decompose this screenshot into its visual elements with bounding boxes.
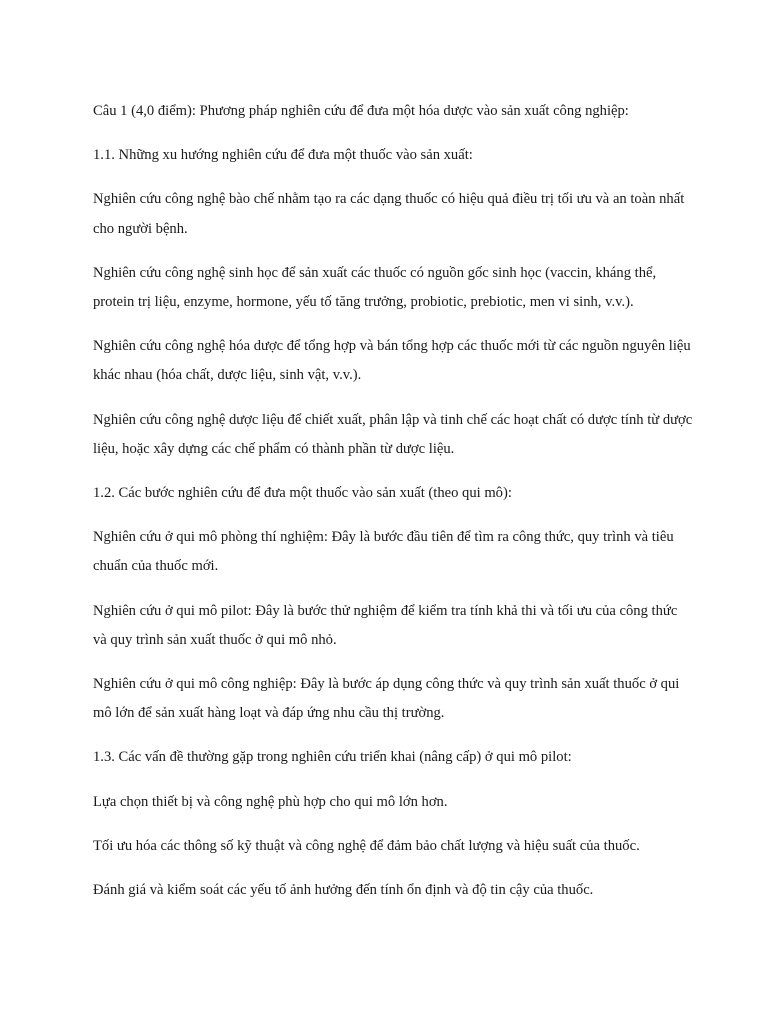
paragraph: Đánh giá và kiểm soát các yếu tố ảnh hưởng đến tính ổn định và độ tin cậy của thuốc. — [93, 882, 594, 899]
document-body — [93, 97, 693, 920]
paragraph: Nghiên cứu công nghệ sinh học để sản xuất các thuốc có nguồn gốc sinh học (vaccin, kháng thể, protein trị liệu, enzyme, hormone, yếu tố tăng trưởng, probiotic, prebiotic, men vi sinh, v.v.). — [93, 264, 657, 311]
section-heading-1-2: 1.2. Các bước nghiên cứu để đưa một thuốc vào sản xuất (theo qui mô): — [93, 485, 512, 502]
question-heading: Câu 1 (4,0 điểm): Phương pháp nghiên cứu để đưa một hóa dược vào sản xuất công nghiệp: — [93, 103, 629, 119]
section-heading-1-3: 1.3. Các vấn đề thường gặp trong nghiên cứu triển khai (nâng cấp) ở qui mô pilot: — [93, 749, 572, 766]
paragraph: Nghiên cứu ở qui mô pilot: Đây là bước thử nghiệm để kiểm tra tính khả thi và tối ưu của công thức và quy trình sản xuất thuốc ở qui mô nhỏ. — [93, 602, 678, 648]
paragraph: Nghiên cứu công nghệ bào chế nhằm tạo ra các dạng thuốc có hiệu quả điều trị tối ưu và an toàn nhất cho người bệnh. — [93, 191, 685, 237]
paragraph: Nghiên cứu công nghệ dược liệu để chiết xuất, phân lập và tinh chế các hoạt chất có dược tính từ dược liệu, hoặc xây dựng các chế phẩm có thành phần từ dược liệu. — [93, 411, 693, 457]
paragraph: Nghiên cứu ở qui mô công nghiệp: Đây là bước áp dụng công thức và quy trình sản xuất thuốc ở qui mô lớn để sản xuất hàng loạt và đáp ứng nhu cầu thị trường. — [93, 676, 680, 722]
paragraph: Nghiên cứu ở qui mô phòng thí nghiệm: Đây là bước đầu tiên để tìm ra công thức, quy trình và tiêu chuẩn của thuốc mới. — [93, 529, 674, 575]
paragraph: Lựa chọn thiết bị và công nghệ phù hợp cho qui mô lớn hơn. — [93, 793, 448, 810]
paragraph: Tối ưu hóa các thông số kỹ thuật và công nghệ để đảm bảo chất lượng và hiệu suất của thuốc. — [93, 837, 640, 854]
section-heading-1-1: 1.1. Những xu hướng nghiên cứu để đưa một thuốc vào sản xuất: — [93, 147, 473, 164]
paragraph: Nghiên cứu công nghệ hóa dược để tổng hợp và bán tổng hợp các thuốc mới từ các nguồn nguyên liệu khác nhau (hóa chất, dược liệu, sinh vật, v.v.). — [93, 338, 691, 384]
